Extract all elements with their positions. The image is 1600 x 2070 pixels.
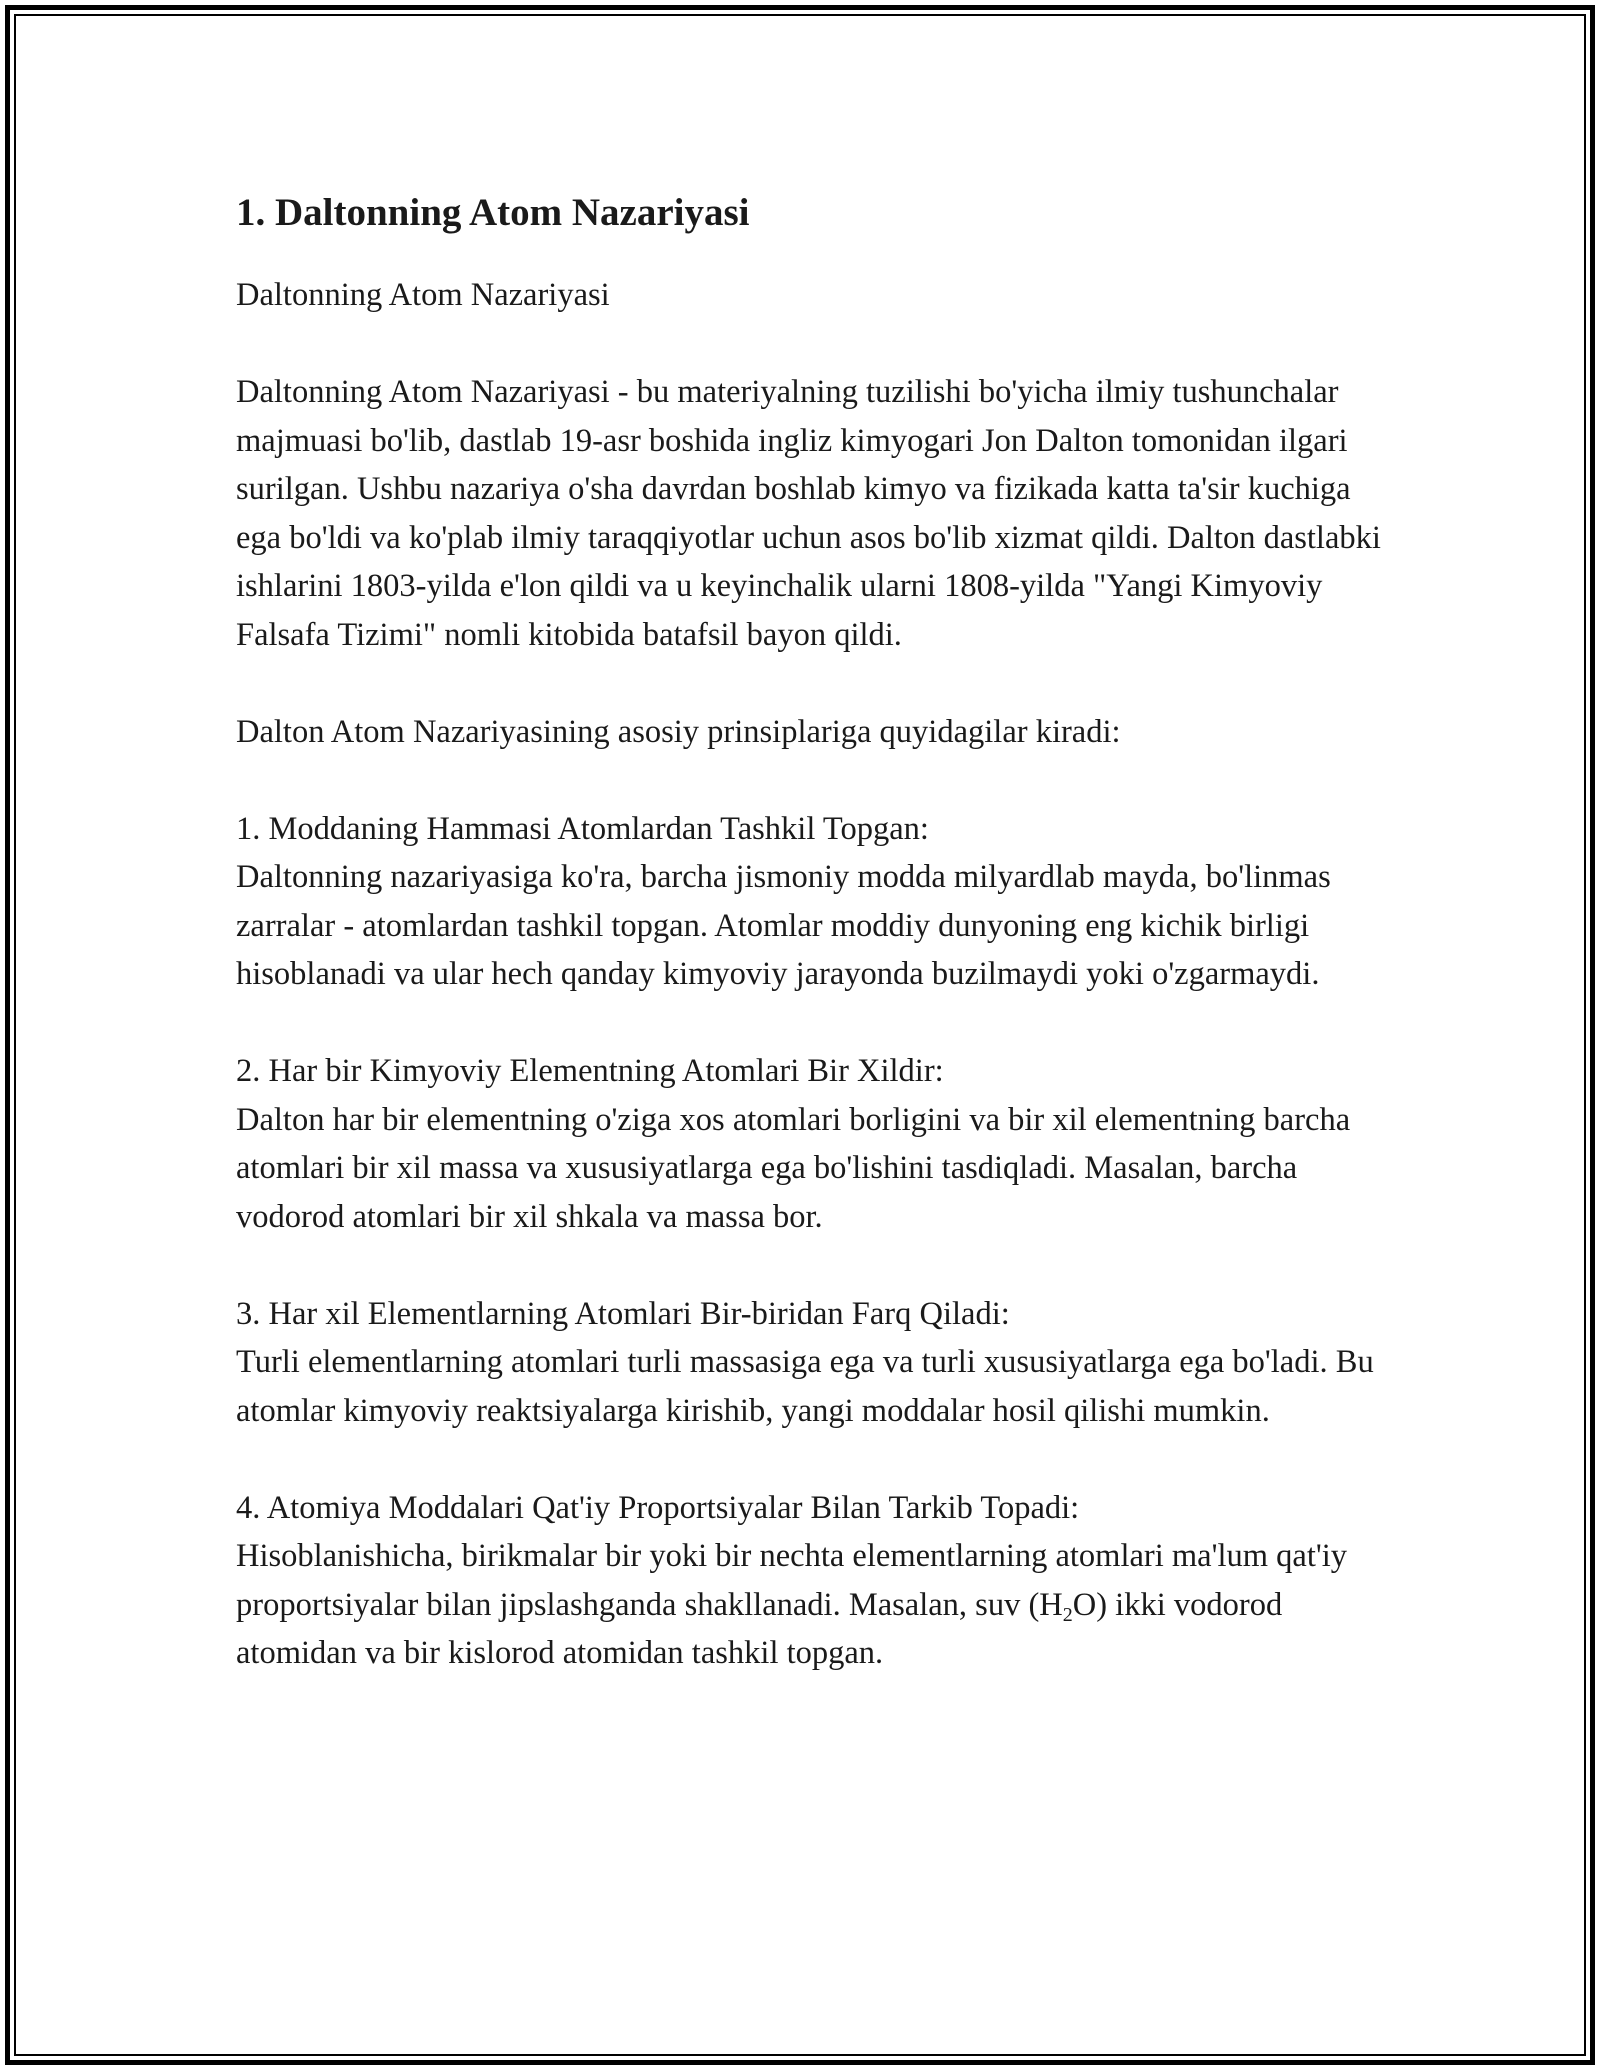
principle-3-title: 3. Har xil Elementlarning Atomlari Bir-biridan Farq Qiladi: xyxy=(236,1295,1010,1332)
document-subtitle: Daltonning Atom Nazariyasi xyxy=(236,277,610,313)
document-body xyxy=(236,185,1386,1726)
principle-4-body-after: O) ikki vodorod atomidan va bir kislorod atomidan tashkil topgan. xyxy=(236,1586,1283,1671)
document-heading: 1. Daltonning Atom Nazariyasi xyxy=(236,191,750,234)
principle-1-title: 1. Moddaning Hammasi Atomlardan Tashkil Topgan: xyxy=(236,810,929,847)
principle-1-body: Daltonning nazariyasiga ko'ra, barcha jismoniy modda milyardlab mayda, bo'linmas zarralar - atomlardan tashkil topgan. Atomlar moddiy dunyoning eng kichik birligi hisoblanadi va ular hech qanday kimyoviy jarayonda buzilmaydi yoki o'zgarmaydi. xyxy=(236,859,1331,992)
principle-2-body: Dalton har bir elementning o'ziga xos atomlari borligini va bir xil elementning barcha atomlari bir xil massa va xususiyatlarga ega bo'lishini tasdiqladi. Masalan, barcha vodorod atomlari bir xil shkala va massa bor. xyxy=(236,1101,1351,1235)
water-formula-subscript: 2 xyxy=(1062,1603,1073,1626)
principle-2-title: 2. Har bir Kimyoviy Elementning Atomlari Bir Xildir: xyxy=(236,1053,944,1089)
principle-4-body-before: Hisoblanishicha, birikmalar bir yoki bir nechta elementlarning atomlari ma'lum qat'iy proportsiyalar bilan jipslashganda shakllanadi. Masalan, suv (H xyxy=(236,1538,1347,1623)
principle-3-body: Turli elementlarning atomlari turli massasiga ega va turli xususiyatlarga ega bo'ladi. Bu atomlar kimyoviy reaktsiyalarga kirishib, yangi moddalar hosil qilishi mumkin. xyxy=(236,1344,1374,1429)
intro-paragraph: Daltonning Atom Nazariyasi - bu materiyalning tuzilishi bo'yicha ilmiy tushunchalar majmuasi bo'lib, dastlab 19-asr boshida ingliz kimyogari Jon Dalton tomonidan ilgari surilgan. Ushbu nazariya o'sha davrdan boshlab kimyo va fizikada katta ta'sir kuchiga ega bo'ldi va ko'plab ilmiy taraqqiyotlar uchun asos bo'lib xizmat qildi. Dalton dastlabki ishlarini 1803-yilda e'lon qildi va u keyinchalik ularni 1808-yilda "Yangi Kimyoviy Falsafa Tizimi" nomli kitobida batafsil bayon qildi. xyxy=(236,374,1381,653)
principles-intro: Dalton Atom Nazariyasining asosiy prinsiplariga quyidagilar kiradi: xyxy=(236,713,1121,750)
principle-4-title: 4. Atomiya Moddalari Qat'iy Proportsiyalar Bilan Tarkib Topadi: xyxy=(236,1489,1080,1526)
principle-4 xyxy=(236,1484,1386,1678)
principle-3 xyxy=(236,1290,1386,1436)
principle-2 xyxy=(236,1047,1386,1241)
principle-4-body xyxy=(236,1532,1386,1678)
principle-1 xyxy=(236,805,1386,999)
